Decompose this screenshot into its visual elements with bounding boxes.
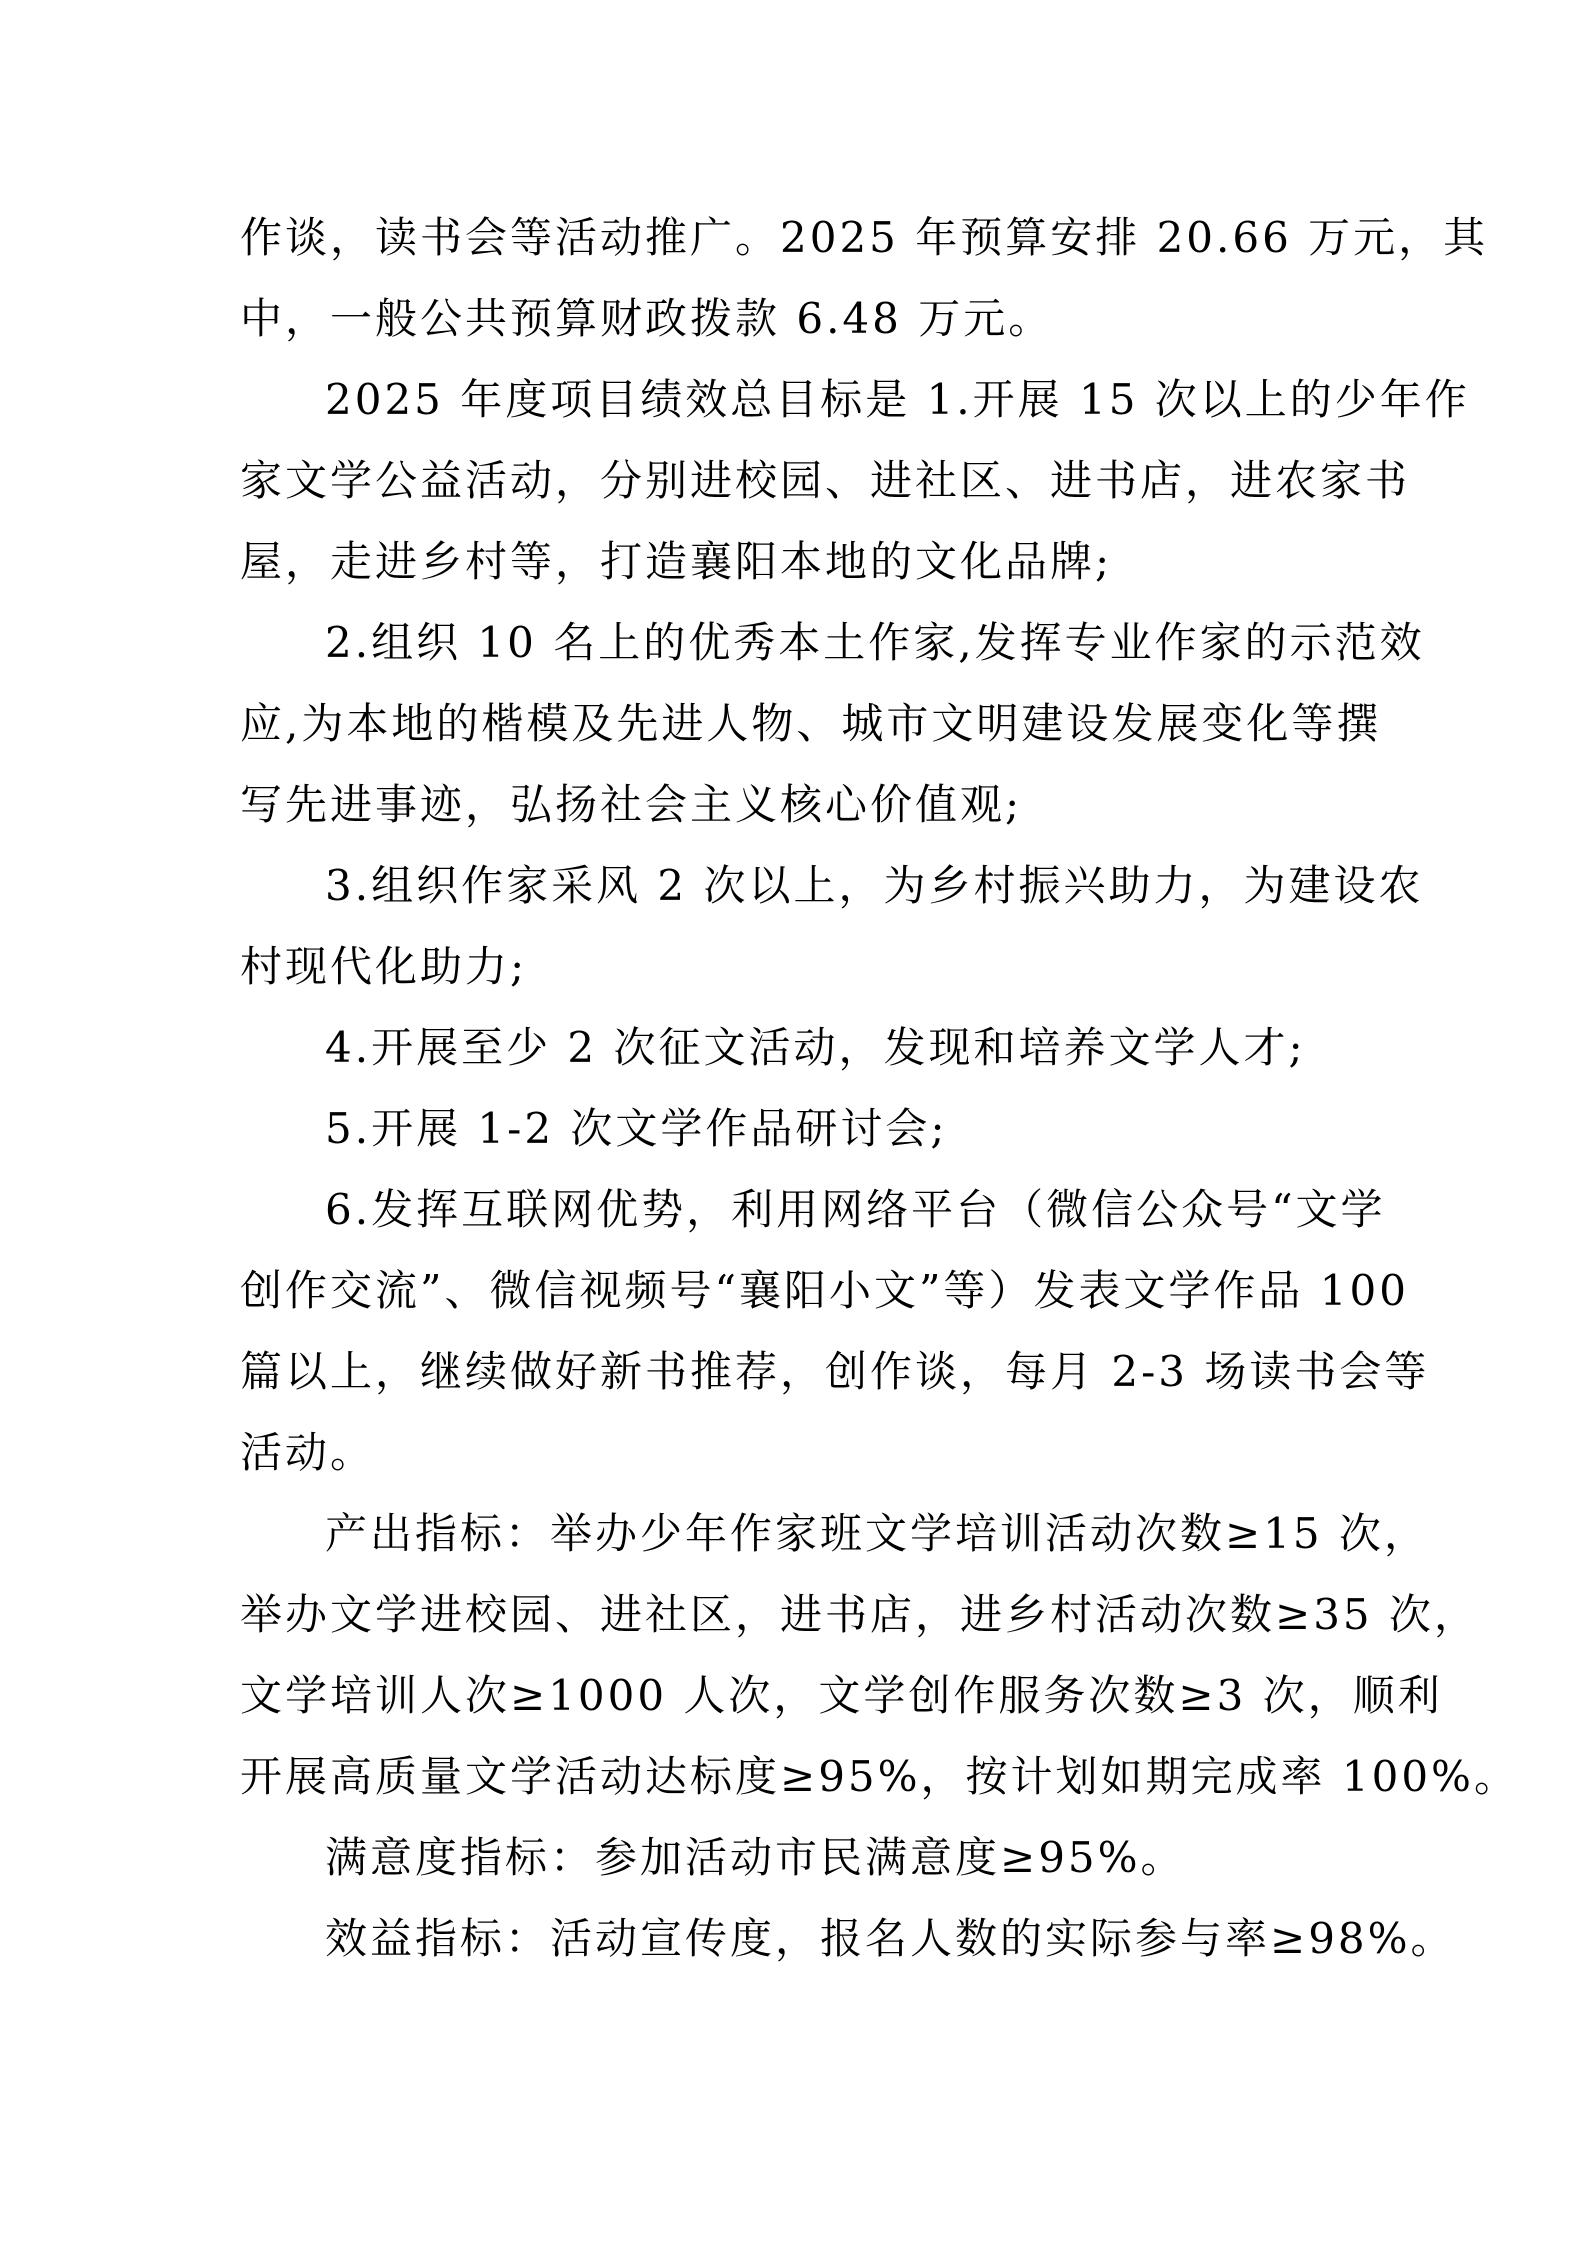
text-line: 文学培训人次≥1000 人次，文学创作服务次数≥3 次，顺利 <box>240 1671 1443 1720</box>
text-line: 应,为本地的楷模及先进人物、城市文明建设发展变化等撰 <box>240 699 1382 748</box>
text-line: 屋，走进乡村等，打造襄阳本地的文化品牌; <box>240 537 1113 586</box>
text-line: 作谈，读书会等活动推广。2025 年预算安排 20.66 万元，其 <box>240 213 1489 262</box>
text-line: 4.开展至少 2 次征文活动，发现和培养文学人才; <box>325 1023 1306 1072</box>
text-line: 家文学公益活动，分别进校园、进社区、进书店，进农家书 <box>240 456 1411 505</box>
text-line: 篇以上，继续做好新书推荐，创作谈，每月 2-3 场读书会等 <box>240 1347 1430 1396</box>
text-line: 6.发挥互联网优势，利用网络平台（微信公众号“文学 <box>325 1185 1386 1234</box>
text-line: 举办文学进校园、进社区，进书店，进乡村活动次数≥35 次， <box>240 1590 1479 1639</box>
text-line: 满意度指标：参加活动市民满意度≥95%。 <box>325 1833 1186 1882</box>
text-line: 写先进事迹，弘扬社会主义核心价值观; <box>240 780 1023 829</box>
text-line: 村现代化助力; <box>240 942 528 991</box>
text-line: 产出指标：举办少年作家班文学培训活动次数≥15 次， <box>325 1509 1429 1558</box>
text-line: 中，一般公共预算财政拨款 6.48 万元。 <box>240 294 1054 343</box>
text-line: 效益指标：活动宣传度，报名人数的实际参与率≥98%。 <box>325 1914 1456 1963</box>
text-line: 创作交流”、微信视频号“襄阳小文”等）发表文学作品 100 <box>240 1266 1409 1315</box>
text-line: 开展高质量文学活动达标度≥95%，按计划如期完成率 100%。 <box>240 1752 1519 1801</box>
text-line: 5.开展 1-2 次文学作品研讨会; <box>325 1104 948 1153</box>
text-line: 2.组织 10 名上的优秀本土作家,发挥专业作家的示范效 <box>325 618 1425 667</box>
text-line: 活动。 <box>240 1428 376 1477</box>
text-line: 2025 年度项目绩效总目标是 1.开展 15 次以上的少年作 <box>325 375 1470 424</box>
text-line: 3.组织作家采风 2 次以上，为乡村振兴助力，为建设农 <box>325 861 1424 910</box>
